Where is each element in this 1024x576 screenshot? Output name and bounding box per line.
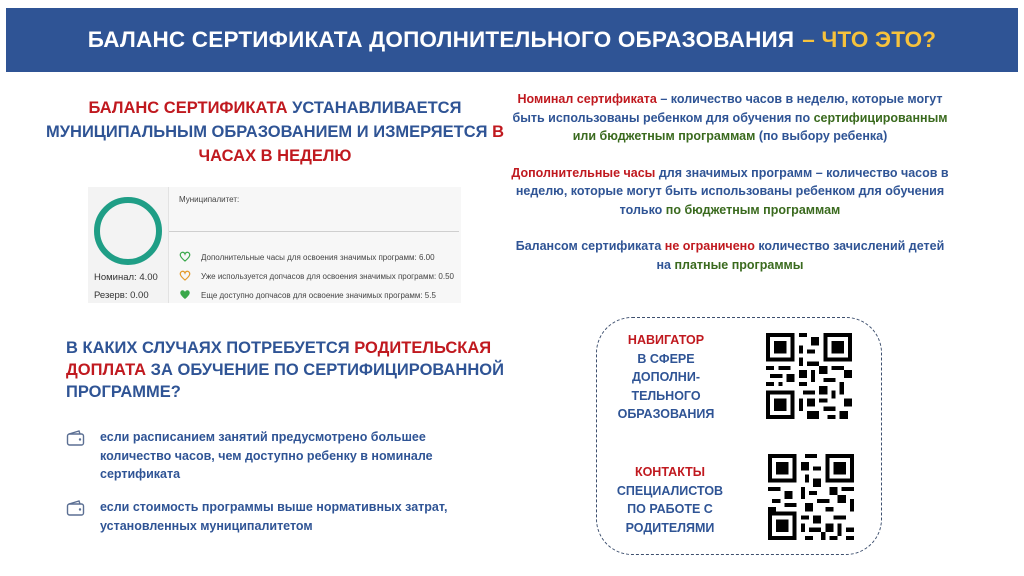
- balance-heading: [40, 96, 510, 168]
- paid-programs: платные программы: [674, 257, 804, 272]
- balance-heading-middle: УСТАНАВЛИВАЕТСЯ МУНИЦИПАЛЬНЫМ ОБРАЗОВАНИЕМ И ИЗМЕРЯЕТСЯ: [46, 99, 493, 141]
- contacts-title: КОНТАКТЫ: [634, 465, 706, 479]
- additional-text: для значимых программ – количество часов в неделю, которые могут быть использованы ребенком для обучения только: [515, 165, 949, 217]
- additional-programs: по бюджетным программам: [665, 202, 841, 217]
- nominal-text: – количество часов в неделю, которые могут быть использованы ребенком для обучения по: [512, 92, 943, 125]
- wallet-icon: [66, 430, 86, 484]
- additional-hours-definition: [510, 164, 950, 220]
- list-item: [66, 428, 486, 484]
- list-item-text: если расписанием занятий предусмотрено большее количество часов, чем доступно ребенку в номинале сертификата: [100, 430, 433, 481]
- balance-heading-accent: БАЛАНС СЕРТИФИКАТА: [88, 99, 288, 117]
- reserve-value: Резерв: 0.00: [94, 290, 149, 301]
- certificate-info: [510, 90, 950, 292]
- navigator-title: НАВИГАТОР: [627, 333, 705, 347]
- card-row: [179, 270, 454, 283]
- divider: [169, 231, 459, 232]
- contacts-text: СПЕЦИАЛИСТОВ ПО РАБОТЕ С РОДИТЕЛЯМИ: [616, 483, 724, 535]
- certificate-card: [88, 187, 460, 303]
- title-banner: [6, 8, 1018, 72]
- card-row-text: Дополнительные часы для освоения значимых программ: 6.00: [201, 253, 435, 262]
- balance-heading-unit: В ЧАСАХ В НЕДЕЛЮ: [198, 123, 504, 165]
- parent-heading-end: ЗА ОБУЧЕНИЕ ПО СЕРТИФИЦИРОВАННОЙ ПРОГРАММЕ?: [66, 361, 504, 401]
- unlimited-text-end: количество зачислений детей на: [656, 239, 945, 272]
- list-item-text: если стоимость программы выше нормативных затрат, установленных муниципалитетом: [100, 500, 448, 533]
- balance-ring-chart: [94, 197, 162, 265]
- qr-code-icon[interactable]: [766, 333, 852, 419]
- additional-term: Дополнительные часы: [511, 165, 656, 180]
- navigator-link[interactable]: [612, 331, 720, 424]
- unlimited-accent: не ограничено: [664, 239, 755, 253]
- heart-outline-icon: [179, 270, 193, 283]
- nominal-programs: сертифицированным или бюджетным программам: [572, 110, 948, 143]
- parent-heading-accent: РОДИТЕЛЬСКАЯ ДОПЛАТА: [66, 339, 492, 379]
- banner-title: БАЛАНС СЕРТИФИКАТА ДОПОЛНИТЕЛЬНОГО ОБРАЗОВАНИЯ: [87, 27, 795, 52]
- unlimited-text: Балансом сертификата: [515, 239, 665, 253]
- card-row-text: Уже используется допчасов для освоения значимых программ: 0.50: [201, 272, 454, 281]
- certificate-details-panel: [168, 187, 461, 303]
- parent-heading-start: В КАКИХ СЛУЧАЯХ ПОТРЕБУЕТСЯ: [66, 339, 355, 357]
- municipality-label: Муниципалитет:: [179, 195, 240, 204]
- heart-outline-icon: [179, 251, 193, 264]
- nominal-term: Номинал сертификата: [517, 92, 657, 106]
- wallet-icon: [66, 500, 86, 535]
- banner-question: – ЧТО ЭТО?: [802, 27, 937, 52]
- navigator-text: В СФЕРЕ ДОПОЛНИ-ТЕЛЬНОГО ОБРАЗОВАНИЯ: [617, 351, 715, 421]
- card-row-text: Еще доступно допчасов для освоение значимых программ: 5.5: [201, 291, 436, 300]
- list-item: [66, 498, 486, 535]
- contacts-link[interactable]: [612, 463, 728, 537]
- nominal-value: Номинал: 4.00: [94, 272, 158, 283]
- card-row: [179, 289, 436, 302]
- card-row: [179, 251, 435, 264]
- nominal-choice: (по выбору ребенка): [755, 129, 888, 143]
- qr-code-icon[interactable]: [768, 454, 854, 540]
- parent-payment-heading: [66, 337, 516, 403]
- heart-filled-icon: [179, 289, 193, 302]
- unlimited-enrollments: [510, 237, 950, 274]
- nominal-definition: [510, 90, 950, 146]
